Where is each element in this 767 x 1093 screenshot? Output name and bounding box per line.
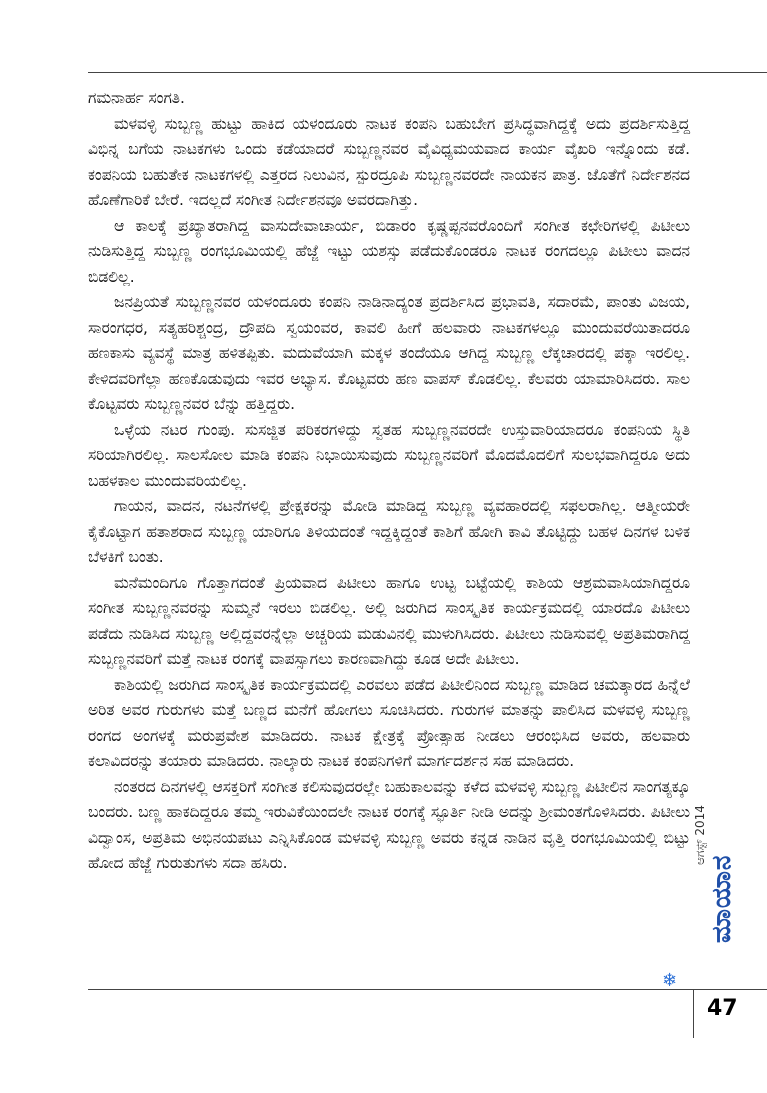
paragraph-7: ಮನೆಮಂದಿಗೂ ಗೊತ್ತಾಗದಂತೆ ಪ್ರಿಯವಾದ ಪಿಟೀಲು ಹಾಗೂ ಉಟ್ಟ ಬಟ್ಟೆಯಲ್ಲಿ ಕಾಶಿಯ ಆಶ್ರಮವಾಸಿಯಾಗಿದ್ದರೂ ಸಂಗೀತ ಸುಬ್ಬಣ್ಣನವರನ್ನು ಸುಮ್ಮನೆ ಇರಲು ಬಿಡಲಿಲ್ಲ. ಅಲ್ಲಿ ಜರುಗಿದ ಸಾಂಸ್ಕೃತಿಕ ಕಾರ್ಯಕ್ರಮದಲ್ಲಿ ಯಾರದೊ ಪಿಟೀಲು ಪಡೆದು ನುಡಿಸಿದ ಸುಬ್ಬಣ್ಣ ಅಲ್ಲಿದ್ದವರನ್ನೆಲ್ಲಾ ಅಚ್ಚರಿಯ ಮಡುವಿನಲ್ಲಿ ಮುಳುಗಿಸಿದರು. ಪಿಟೀಲು ನುಡಿಸುವಲ್ಲಿ ಅಪ್ರತಿಮರಾಗಿದ್ದ ಸುಬ್ಬಣ್ಣನವರಿಗೆ ಮತ್ತೆ ನಾಟಕ ರಂಗಕ್ಕೆ ವಾಪಸ್ಸಾಗಲು ಕಾರಣವಾಗಿದ್ದು ಕೂಡ ಅದೇ ಪಿಟೀಲು. xyxy=(88,573,690,668)
magazine-sidebar xyxy=(692,796,737,966)
paragraph-6: ಗಾಯನ, ವಾದನ, ನಟನೆಗಳಲ್ಲಿ ಪ್ರೇಕ್ಷಕರನ್ನು ಮೋಡಿ ಮಾಡಿದ್ದ ಸುಬ್ಬಣ್ಣ ವ್ಯವಹಾರದಲ್ಲಿ ಸಫಲರಾಗಿಲ್ಲ. ಆತ್ಮೀಯರೇ ಕೈಕೊಟ್ಟಾಗ ಹತಾಶರಾದ ಸುಬ್ಬಣ್ಣ ಯಾರಿಗೂ ತಿಳಿಯದಂತೆ ಇದ್ದಕ್ಕಿದ್ದಂತೆ ಕಾಶಿಗೆ ಹೋಗಿ ಕಾವಿ ತೊಟ್ಟಿದ್ದು ಬಹಳ ದಿನಗಳ ಬಳಿಕ ಬೆಳಕಿಗೆ ಬಂತು. xyxy=(88,497,690,566)
header-rule xyxy=(88,72,767,73)
issue-date: ಆಗಸ್ಟ್ 2014 xyxy=(693,805,707,866)
magazine-logo: ಮಾಯಾನ xyxy=(707,854,737,944)
snowflake-icon: ❄ xyxy=(662,970,678,991)
paragraph-9: ನಂತರದ ದಿನಗಳಲ್ಲಿ ಆಸಕ್ತರಿಗೆ ಸಂಗೀತ ಕಲಿಸುವುದರಲ್ಲೇ ಬಹುಕಾಲವನ್ನು ಕಳೆದ ಮಳವಳ್ಳಿ ಸುಬ್ಬಣ್ಣ ಪಿಟೀಲಿನ ಸಾಂಗತ್ಯಕ್ಕೂ ಬಂದರು. ಬಣ್ಣ ಹಾಕದಿದ್ದರೂ ತಮ್ಮ ಇರುವಿಕೆಯಿಂದಲೇ ನಾಟಕ ರಂಗಕ್ಕೆ ಸ್ಫೂರ್ತಿ ನೀಡಿ ಅದನ್ನು ಶ್ರೀಮಂತಗೊಳಿಸಿದರು. ಪಿಟೀಲು ವಿದ್ವಾಂಸ, ಅಪ್ರತಿಮ ಅಭಿನಯಪಟು ಎನ್ನಿಸಿಕೊಂಡ ಮಳವಳ್ಳಿ ಸುಬ್ಬಣ್ಣ ಅವರು ಕನ್ನಡ ನಾಡಿನ ವೃತ್ತಿ ರಂಗಭೂಮಿಯಲ್ಲಿ ಬಿಟ್ಟು ಹೋದ ಹೆಜ್ಜೆ ಗುರುತುಗಳು ಸದಾ ಹಸಿರು. xyxy=(88,777,690,872)
page-number: 47 xyxy=(707,996,738,1021)
article-body xyxy=(88,86,690,877)
paragraph-8: ಕಾಶಿಯಲ್ಲಿ ಜರುಗಿದ ಸಾಂಸ್ಕೃತಿಕ ಕಾರ್ಯಕ್ರಮದಲ್ಲಿ ಎರವಲು ಪಡೆದ ಪಿಟೀಲಿನಿಂದ ಸುಬ್ಬಣ್ಣ ಮಾಡಿದ ಚಮತ್ಕಾರದ ಹಿನ್ನೆಲೆ ಅರಿತ ಅವರ ಗುರುಗಳು ಮತ್ತೆ ಬಣ್ಣದ ಮನೆಗೆ ಹೋಗಲು ಸೂಚಿಸಿದರು. ಗುರುಗಳ ಮಾತನ್ನು ಪಾಲಿಸಿದ ಮಳವಳ್ಳಿ ಸುಬ್ಬಣ್ಣ ರಂಗದ ಅಂಗಳಕ್ಕೆ ಮರುಪ್ರವೇಶ ಮಾಡಿದರು. ನಾಟಕ ಕ್ಷೇತ್ರಕ್ಕೆ ಪ್ರೋತ್ಸಾಹ ನೀಡಲು ಆರಂಭಿಸಿದ ಅವರು, ಹಲವಾರು ಕಲಾವಿದರನ್ನು ತಯಾರು ಮಾಡಿದರು. ನಾಲ್ಕಾರು ನಾಟಕ ಕಂಪನಿಗಳಿಗೆ ಮಾರ್ಗದರ್ಶನ ಸಹ ಮಾಡಿದರು. xyxy=(88,675,690,770)
paragraph-5: ಒಳ್ಳೆಯ ನಟರ ಗುಂಪು. ಸುಸಜ್ಜಿತ ಪರಿಕರಗಳಿದ್ದು ಸ್ವತಹ ಸುಬ್ಬಣ್ಣನವರದೇ ಉಸ್ತುವಾರಿಯಾದರೂ ಕಂಪನಿಯ ಸ್ಥಿತಿ ಸರಿಯಾಗಿರಲಿಲ್ಲ. ಸಾಲಸೋಲ ಮಾಡಿ ಕಂಪನಿ ನಿಭಾಯಿಸುವುದು ಸುಬ್ಬಣ್ಣನವರಿಗೆ ಮೊದಮೊದಲಿಗೆ ಸುಲಭವಾಗಿದ್ದರೂ ಅದು ಬಹಳಕಾಲ ಮುಂದುವರಿಯಲಿಲ್ಲ. xyxy=(88,420,690,490)
paragraph-4: ಜನಪ್ರಿಯತೆ ಸುಬ್ಬಣ್ಣನವರ ಯಳಂದೂರು ಕಂಪನಿ ನಾಡಿನಾದ್ಯಂತ ಪ್ರದರ್ಶಿಸಿದ ಪ್ರಭಾವತಿ, ಸದಾರಮೆ, ಪಾಂತು ವಿಜಯ, ಸಾರಂಗಧರ, ಸತ್ಯಹರಿಶ್ಚಂದ್ರ, ದ್ರೌಪದಿ ಸ್ವಯಂವರ, ಕಾವಲಿ ಹೀಗೆ ಹಲವಾರು ನಾಟಕಗಳಲ್ಲೂ ಮುಂದುವರೆಯಿತಾದರೂ ಹಣಕಾಸು ವ್ಯವಸ್ಥೆ ಮಾತ್ರ ಹಳಿತಪ್ಪಿತು. ಮದುವೆಯಾಗಿ ಮಕ್ಕಳ ತಂದೆಯೂ ಆಗಿದ್ದ ಸುಬ್ಬಣ್ಣ ಲೆಕ್ಕಚಾರದಲ್ಲಿ ಪಕ್ಕಾ ಇರಲಿಲ್ಲ. ಕೇಳಿದವರಿಗೆಲ್ಲಾ ಹಣಕೊಡುವುದು ಇವರ ಅಭ್ಯಾಸ. ಕೊಟ್ಟವರು ಹಣ ವಾಪಸ್ ಕೊಡಲಿಲ್ಲ. ಕೆಲವರು ಯಾಮಾರಿಸಿದರು. ಸಾಲ ಕೊಟ್ಟವರು ಸುಬ್ಬಣ್ಣನವರ ಬೆನ್ನು ಹತ್ತಿದ್ದರು. xyxy=(88,293,690,413)
paragraph-3: ಆ ಕಾಲಕ್ಕೆ ಪ್ರಖ್ಯಾತರಾಗಿದ್ದ ವಾಸುದೇವಾಚಾರ್ಯ, ಬಿಡಾರಂ ಕೃಷ್ಣಪ್ಪನವರೊಂದಿಗೆ ಸಂಗೀತ ಕಛೇರಿಗಳಲ್ಲಿ ಪಿಟೀಲು ನುಡಿಸುತ್ತಿದ್ದ ಸುಬ್ಬಣ್ಣ ರಂಗಭೂಮಿಯಲ್ಲಿ ಹೆಜ್ಜೆ ಇಟ್ಟು ಯಶಸ್ಸು ಪಡೆದುಕೊಂಡರೂ ನಾಟಕ ರಂಗದಲ್ಲೂ ಪಿಟೀಲು ವಾದನ ಬಿಡಲಿಲ್ಲ. xyxy=(88,216,690,286)
paragraph-1: ಗಮನಾರ್ಹ ಸಂಗತಿ. xyxy=(88,89,185,107)
paragraph-2: ಮಳವಳ್ಳಿ ಸುಬ್ಬಣ್ಣ ಹುಟ್ಟು ಹಾಕಿದ ಯಳಂದೂರು ನಾಟಕ ಕಂಪನಿ ಬಹುಬೇಗ ಪ್ರಸಿದ್ಧವಾಗಿದ್ದಕ್ಕೆ ಅದು ಪ್ರದರ್ಶಿಸುತ್ತಿದ್ದ ವಿಭಿನ್ನ ಬಗೆಯ ನಾಟಕಗಳು ಒಂದು ಕಡೆಯಾದರೆ ಸುಬ್ಬಣ್ಣನವರ ವೈವಿಧ್ಯಮಯವಾದ ಕಾರ್ಯ ವೈಖರಿ ಇನ್ನೊಂದು ಕಡೆ. ಕಂಪನಿಯ ಬಹುತೇಕ ನಾಟಕಗಳಲ್ಲಿ ಎತ್ತರದ ನಿಲುವಿನ, ಸ್ಪುರದ್ರೂಪಿ ಸುಬ್ಬಣ್ಣನವರದೇ ನಾಯಕನ ಪಾತ್ರ. ಜೊತೆಗೆ ನಿರ್ದೇಶನದ ಹೊಣೆಗಾರಿಕೆ ಬೇರೆ. ಇದಲ್ಲದೆ ಸಂಗೀತ ನಿರ್ದೇಶನವೂ ಅವರದಾಗಿತ್ತು. xyxy=(88,114,690,209)
footer-divider xyxy=(693,990,694,1038)
footer-rule xyxy=(88,989,767,990)
